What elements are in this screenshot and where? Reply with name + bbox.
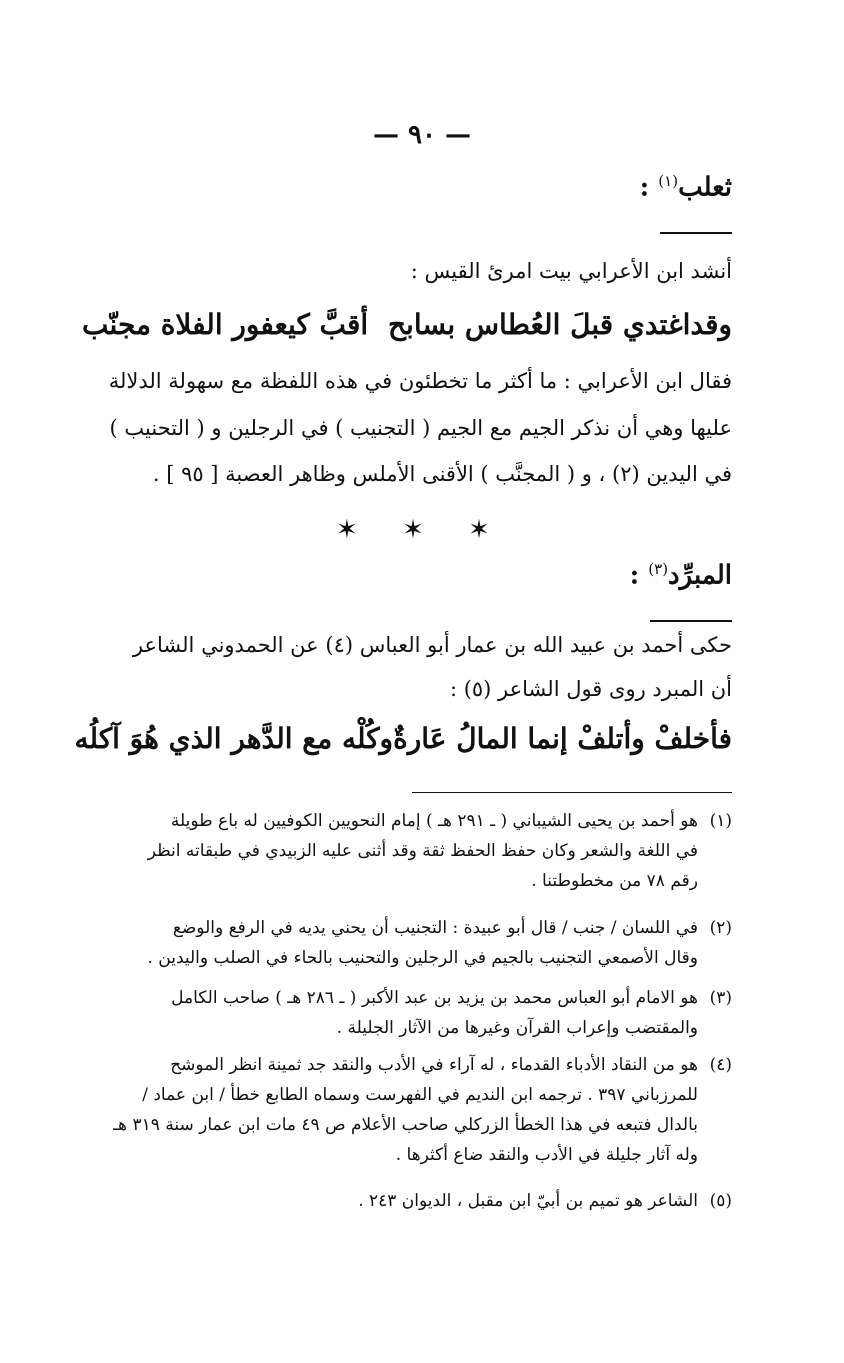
- body-line: عليها وهي أن نذكر الجيم مع الجيم ( التجنيب ) في الرجلين و ( التحنيب ): [109, 416, 732, 440]
- footnote-separator: [412, 792, 732, 793]
- footnote-line: بالدال فتبعه في هذا الخطأ الزركلي صاحب الأعلام ص ٤٩ مات ابن عمار سنة ٣١٩ هـ: [113, 1115, 698, 1135]
- verse-second-hemistich: أقبَّ كيعفور الفلاة مجنّب: [82, 308, 369, 341]
- footnote-number: (٥): [709, 1191, 732, 1211]
- footnote-3: [82, 983, 732, 1043]
- heading-underline: [660, 232, 732, 234]
- page-number: — ٩٠ —: [372, 120, 472, 150]
- footnote-line: وله آثار جليلة في الأدب والنقد ضاع أكثرها .: [395, 1145, 698, 1165]
- footnote-line: وقال الأصمعي التجنيب بالجيم في الرجلين والتحنيب بالحاء في الصلب واليدين .: [147, 948, 698, 968]
- body-line: أن المبرد روى قول الشاعر (٥) :: [449, 677, 732, 701]
- footnote-5: [82, 1186, 732, 1216]
- verse-first-hemistich: فأخلفْ وأتلفْ إنما المالُ عَارةٌ: [393, 722, 732, 755]
- footnote-number: (٣): [709, 988, 732, 1008]
- body-line: حكى أحمد بن عبيد الله بن عمار أبو العباس (٤) عن الحمدوني الشاعر: [132, 633, 732, 657]
- section-heading-text: ثعلب: [678, 172, 732, 203]
- footnote-line: في اللغة والشعر وكان حفظ الحفظ ثقة وقد أثنى عليه الزبيدي في طبقاته انظر: [147, 841, 698, 861]
- section-heading-mubarrad: [630, 560, 732, 591]
- footnote-number: (١): [709, 811, 732, 831]
- verse-line: [74, 722, 732, 755]
- footnote-2: [82, 913, 732, 973]
- footnote-number: (٢): [709, 918, 732, 938]
- footnote-4: [82, 1050, 732, 1170]
- section-intro: أنشد ابن الأعرابي بيت امرئ القيس :: [410, 259, 732, 283]
- heading-colon: :: [639, 172, 650, 203]
- body-line: في اليدين (٢) ، و ( المجنَّب ) الأقنى الأملس وظاهر العصبة [ ٩٥ ] .: [152, 462, 732, 486]
- footnote-line: رقم ٧٨ من مخطوطتنا .: [531, 871, 698, 891]
- footnote-line: الشاعر هو تميم بن أبيّ ابن مقبل ، الديوان ٢٤٣ .: [358, 1191, 698, 1211]
- heading-colon: :: [629, 560, 640, 591]
- section-heading-text: المبرِّد: [668, 560, 732, 591]
- heading-underline: [650, 620, 732, 622]
- verse-first-hemistich: وقداغتدي قبلَ العُطاس بسابح: [387, 308, 732, 341]
- footnote-line: والمقتضب وإعراب القرآن وغيرها من الآثار الجليلة .: [336, 1018, 698, 1038]
- footnote-line: للمرزباني ٣٩٧ . ترجمه ابن النديم في الفهرست وسماه الطابع خطأ / ابن عماد /: [142, 1085, 698, 1105]
- verse-second-hemistich: وكُلْه مع الدَّهر الذي هُوَ آكلُه: [74, 722, 394, 755]
- footnote-line: هو أحمد بن يحيى الشيباني ( ـ ٢٩١ هـ ) إمام النحويين الكوفيين له باع طويلة: [170, 811, 698, 831]
- footnote-number: (٤): [709, 1055, 732, 1075]
- heading-footnote-ref: (٣): [648, 560, 669, 578]
- footnote-1: [82, 806, 732, 896]
- heading-footnote-ref: (١): [658, 172, 679, 190]
- verse-line: [82, 308, 732, 341]
- footnote-line: هو من النقاد الأدباء القدماء ، له آراء في الأدب والنقد جد ثمينة انظر الموشح: [170, 1055, 698, 1075]
- body-line: فقال ابن الأعرابي : ما أكثر ما تخطئون في هذه اللفظة مع سهولة الدلالة: [108, 369, 732, 393]
- section-heading-thaalab: [640, 172, 732, 203]
- footnote-line: في اللسان / جنب / قال أبو عبيدة : التجنيب أن يحني يديه في الرفع والوضع: [172, 918, 698, 938]
- footnote-line: هو الامام أبو العباس محمد بن يزيد بن عبد الأكبر ( ـ ٢٨٦ هـ ) صاحب الكامل: [171, 988, 698, 1008]
- section-separator: ✶ ✶ ✶: [336, 515, 508, 545]
